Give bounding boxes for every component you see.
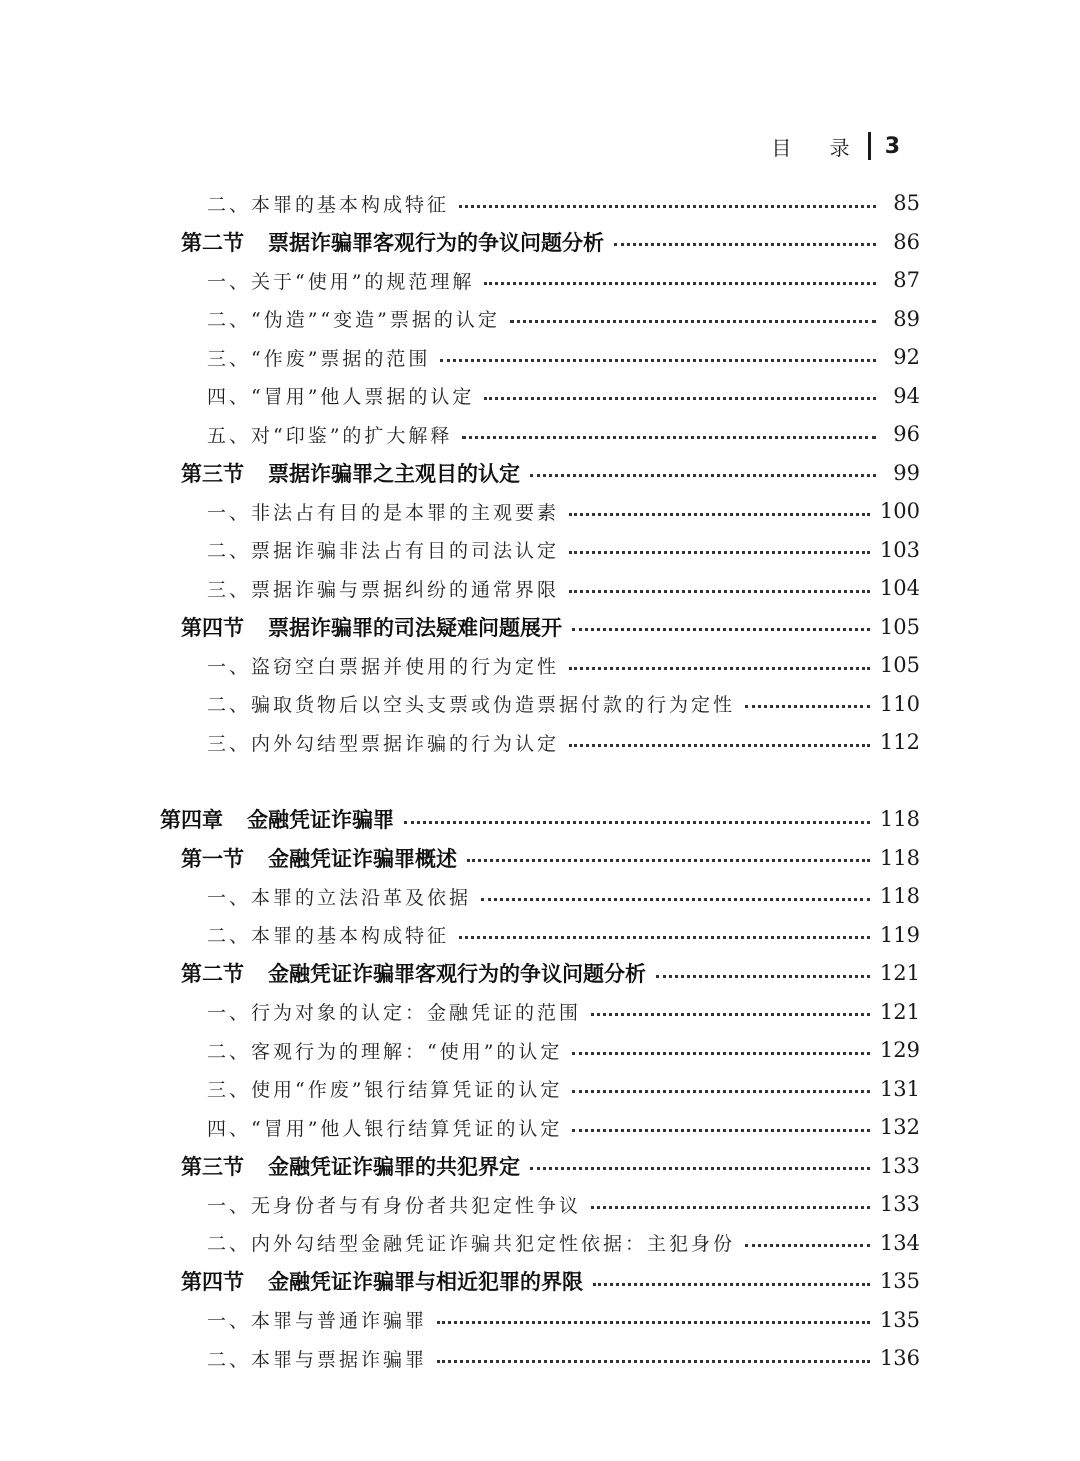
toc-entry-label: 二、本罪与票据诈骗罪 [207, 1348, 428, 1371]
toc-page-number: 99 [893, 460, 920, 485]
toc-entry-section[interactable] [181, 1147, 920, 1185]
toc-page-number: 131 [879, 1076, 920, 1101]
dot-leader [481, 896, 870, 901]
toc-entry-heading [181, 1151, 520, 1181]
toc-page-number: 100 [879, 499, 920, 523]
toc-entry-chapter[interactable] [160, 800, 920, 838]
dot-leader [459, 934, 870, 939]
toc-entry-label: 二、客观行为的理解：“使用”的认定 [207, 1040, 563, 1063]
toc-page-number: 103 [879, 537, 920, 562]
toc-entry-heading [181, 612, 562, 642]
dot-leader [530, 472, 876, 477]
toc-page-number: 92 [893, 345, 920, 369]
toc-entry-title: 金融凭证诈骗罪的共犯界定 [268, 1154, 520, 1179]
toc-entry-label: 一、行为对象的认定：金融凭证的范围 [207, 1002, 582, 1024]
dot-leader [593, 1281, 870, 1286]
dot-leader [569, 665, 870, 670]
dot-leader [437, 1319, 870, 1324]
toc-entry-number: 第二节 [181, 962, 244, 986]
dot-leader [484, 395, 876, 400]
toc-entry-label: 一、本罪的立法沿革及依据 [207, 886, 472, 909]
toc-entry-number: 第二节 [181, 230, 244, 255]
dot-leader [459, 203, 876, 208]
toc-page-number: 135 [879, 1269, 920, 1293]
toc-page-number: 121 [879, 961, 920, 985]
toc-page-number: 135 [879, 1307, 920, 1332]
toc-entry-heading [160, 804, 394, 834]
toc-entry-subsection[interactable] [207, 184, 920, 222]
dot-leader [572, 1127, 869, 1132]
toc-entry-title: 票据诈骗罪的司法疑难问题展开 [268, 615, 562, 640]
toc-entry-label: 五、对“印鉴”的扩大解释 [207, 424, 453, 447]
toc-entry-number: 第四节 [181, 615, 244, 640]
dot-leader [569, 549, 870, 554]
toc-entry-label: 三、“作废”票据的范围 [207, 347, 431, 370]
dot-leader [572, 1088, 869, 1093]
dot-leader [467, 857, 870, 862]
toc-entry-subsection[interactable] [207, 685, 920, 723]
toc-entry-label: 三、内外勾结型票据诈骗的行为认定 [207, 732, 560, 755]
toc-entry-number: 第四章 [160, 808, 223, 832]
toc-entry-label: 二、票据诈骗非法占有目的司法认定 [207, 540, 560, 562]
toc-entry-label: 三、使用“作废”银行结算凭证的认定 [207, 1079, 563, 1101]
dot-leader [510, 318, 876, 323]
toc-entry-heading [181, 227, 604, 257]
toc-page-number: 110 [879, 691, 920, 716]
toc-entry-subsection[interactable] [207, 569, 920, 607]
toc-page-number: 119 [879, 922, 920, 947]
toc-page-number: 105 [879, 653, 920, 677]
toc-entry-subsection[interactable] [207, 261, 920, 299]
toc-entry-subsection[interactable] [207, 492, 920, 530]
toc-entry-number: 第一节 [181, 846, 244, 871]
toc-entry-label: 一、盗窃空白票据并使用的行为定性 [207, 655, 560, 678]
toc-entry-label: 四、“冒用”他人票据的认定 [207, 386, 475, 408]
dot-leader [569, 511, 870, 516]
toc-entry-subsection[interactable] [207, 338, 920, 376]
toc-entry-subsection[interactable] [207, 1031, 920, 1069]
toc-entry-label: 一、无身份者与有身份者共犯定性争议 [207, 1194, 582, 1217]
toc-entry-subsection[interactable] [207, 300, 920, 338]
toc-entry-subsection[interactable] [207, 1224, 920, 1262]
toc-entry-number: 第三节 [181, 1154, 244, 1179]
toc-entry-subsection[interactable] [207, 723, 920, 761]
dot-leader [745, 703, 870, 708]
dot-leader [462, 434, 876, 439]
toc-entry-subsection[interactable] [207, 1108, 920, 1146]
dot-leader [437, 1358, 870, 1363]
toc-entry-section[interactable] [181, 223, 920, 261]
toc-entry-section[interactable] [181, 1262, 920, 1300]
toc-page-number: 104 [879, 576, 920, 600]
dot-leader [656, 973, 870, 978]
toc-entry-heading [181, 1266, 583, 1296]
toc-entry-label: 三、票据诈骗与票据纠纷的通常界限 [207, 578, 560, 601]
toc-page-number: 129 [879, 1038, 920, 1062]
dot-leader [572, 1050, 869, 1055]
toc-entry-subsection[interactable] [207, 646, 920, 684]
toc-entry-number: 第三节 [181, 461, 244, 486]
toc-page-number: 118 [879, 807, 920, 831]
toc-entry-subsection[interactable] [207, 415, 920, 453]
toc-entry-title: 金融凭证诈骗罪客观行为的争议问题分析 [268, 962, 646, 986]
dot-leader [614, 241, 876, 246]
toc-entry-title: 票据诈骗罪客观行为的争议问题分析 [268, 230, 604, 255]
toc-entry-number: 第四节 [181, 1270, 244, 1294]
toc-entry-label: 二、本罪的基本构成特征 [207, 193, 450, 216]
toc-page-number: 87 [893, 268, 920, 292]
toc-entry-title: 金融凭证诈骗罪概述 [268, 846, 457, 871]
toc-entry-subsection[interactable] [207, 1070, 920, 1108]
dot-leader [591, 1011, 870, 1016]
toc-entry-subsection[interactable] [207, 1339, 920, 1377]
toc-page-number: 112 [879, 730, 920, 754]
toc-entry-section[interactable] [181, 454, 920, 492]
toc-entry-subsection[interactable] [207, 377, 920, 415]
toc-entry-label: 二、骗取货物后以空头支票或伪造票据付款的行为定性 [207, 694, 736, 716]
dot-leader [745, 1242, 870, 1247]
running-header [771, 128, 900, 164]
toc-page-number: 134 [879, 1230, 920, 1255]
toc-page-number: 136 [879, 1346, 920, 1370]
toc-page-number: 89 [893, 306, 920, 331]
toc-entry-label: 二、“伪造”“变造”票据的认定 [207, 309, 500, 331]
toc-entry-label: 一、非法占有目的是本罪的主观要素 [207, 501, 560, 524]
toc-page-number: 133 [879, 1192, 920, 1216]
toc-entry-subsection[interactable] [207, 916, 920, 954]
toc-entry-subsection[interactable] [207, 531, 920, 569]
toc-entry-label: 一、本罪与普通诈骗罪 [207, 1310, 428, 1332]
toc-entry-heading [181, 843, 457, 873]
dot-leader [569, 588, 870, 593]
header-page-number: 3 [884, 133, 900, 159]
toc-entry-heading [181, 958, 646, 988]
toc-page-number: 118 [879, 884, 920, 908]
dot-leader [572, 626, 870, 631]
dot-leader [569, 742, 870, 747]
toc-entry-section[interactable] [181, 608, 920, 646]
dot-leader [440, 357, 876, 362]
toc-entry-subsection[interactable] [207, 1185, 920, 1223]
toc-entry-section[interactable] [181, 954, 920, 992]
toc-entry-title: 金融凭证诈骗罪与相近犯罪的界限 [268, 1270, 583, 1294]
toc-entry-label: 四、“冒用”他人银行结算凭证的认定 [207, 1117, 563, 1140]
toc-page-number: 105 [879, 614, 920, 639]
toc-page-number: 121 [879, 999, 920, 1024]
toc-page-number: 133 [879, 1153, 920, 1178]
toc-entry-label: 二、内外勾结型金融凭证诈骗共犯定性依据：主犯身份 [207, 1233, 736, 1255]
toc-page-number: 94 [893, 383, 920, 408]
toc-entry-subsection[interactable] [207, 993, 920, 1031]
toc-entry-label: 一、关于“使用”的规范理解 [207, 270, 475, 293]
toc-entry-title: 金融凭证诈骗罪 [247, 808, 394, 832]
toc-entry-subsection[interactable] [207, 1301, 920, 1339]
header-title: 目 录 [771, 135, 866, 160]
toc-page-number: 86 [893, 229, 920, 254]
toc-entry-heading [181, 458, 520, 488]
dot-leader [591, 1204, 870, 1209]
toc-page-number: 118 [879, 845, 920, 870]
toc-entry-subsection[interactable] [207, 877, 920, 915]
header-divider [868, 132, 871, 160]
toc-entry-label: 二、本罪的基本构成特征 [207, 925, 450, 947]
dot-leader [530, 1165, 870, 1170]
toc-page-number: 85 [893, 191, 920, 215]
toc-entry-title: 票据诈骗罪之主观目的认定 [268, 461, 520, 486]
toc-page-number: 132 [879, 1115, 920, 1139]
toc-entry-section[interactable] [181, 839, 920, 877]
dot-leader [484, 280, 876, 285]
dot-leader [404, 819, 870, 824]
toc-page-number: 96 [893, 422, 920, 446]
